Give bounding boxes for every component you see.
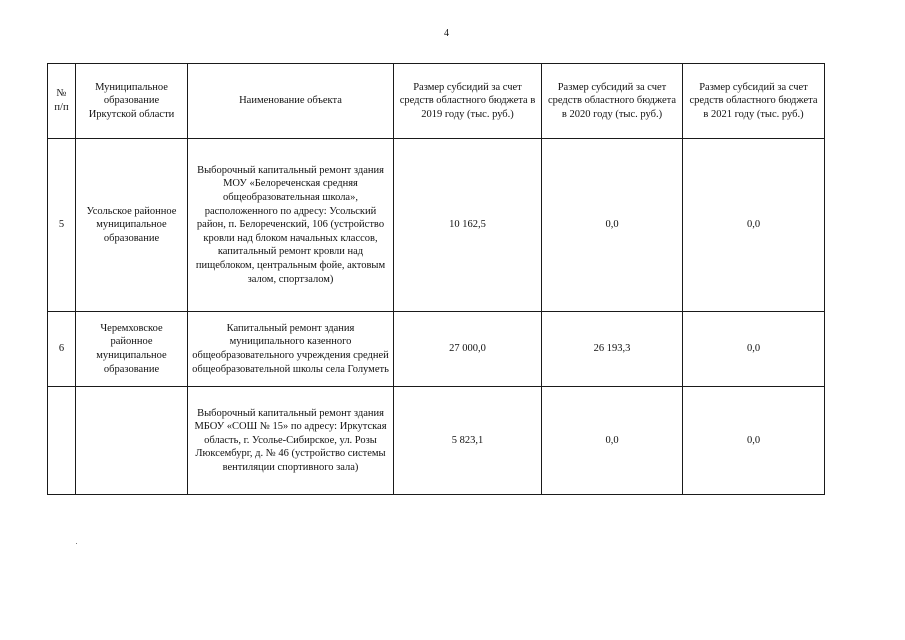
table-row (48, 312, 825, 387)
cell-num (48, 387, 76, 495)
cell-object: Выборочный капитальный ремонт здания МОУ «Белореченская средняя общеобразовательная школа», расположенного по адресу: Усольский район, п. Белореченский, 106 (устройство кровли над блоком начальных классов, капитальный ремонт кровли над пищеблоком, центральным фойе, актовым залом, спортзалом) (188, 139, 394, 312)
table-header-row (48, 64, 825, 139)
cell-num: 6 (48, 312, 76, 387)
cell-2020: 0,0 (542, 139, 683, 312)
cell-2021: 0,0 (683, 139, 825, 312)
cell-2020: 26 193,3 (542, 312, 683, 387)
cell-municipality: Усольское районное муниципальное образование (76, 139, 188, 312)
header-2020: Размер субсидий за счет средств областного бюджета в 2020 году (тыс. руб.) (542, 64, 683, 139)
cell-2019: 5 823,1 (394, 387, 542, 495)
header-2019: Размер субсидий за счет средств областного бюджета в 2019 году (тыс. руб.) (394, 64, 542, 139)
cell-num: 5 (48, 139, 76, 312)
scan-speck (76, 543, 77, 544)
page-number: 4 (444, 28, 449, 39)
cell-municipality (76, 387, 188, 495)
cell-2021: 0,0 (683, 312, 825, 387)
header-municipality: Муниципальное образование Иркутской области (76, 64, 188, 139)
cell-object: Выборочный капитальный ремонт здания МБОУ «СОШ № 15» по адресу: Иркутская область, г. Усолье-Сибирское, ул. Розы Люксембург, д. № 46 (устройство системы вентиляции спортивного зала) (188, 387, 394, 495)
cell-2021: 0,0 (683, 387, 825, 495)
cell-object: Капитальный ремонт здания муниципального казенного общеобразовательного учреждения средней общеобразовательной школы села Голуметь (188, 312, 394, 387)
header-object: Наименование объекта (188, 64, 394, 139)
table-row (48, 139, 825, 312)
cell-2019: 27 000,0 (394, 312, 542, 387)
cell-2020: 0,0 (542, 387, 683, 495)
header-num: № п/п (48, 64, 76, 139)
subsidy-table (47, 63, 825, 495)
cell-2019: 10 162,5 (394, 139, 542, 312)
table-row (48, 387, 825, 495)
cell-municipality: Черемховское районное муниципальное образование (76, 312, 188, 387)
header-2021: Размер субсидий за счет средств областного бюджета в 2021 году (тыс. руб.) (683, 64, 825, 139)
